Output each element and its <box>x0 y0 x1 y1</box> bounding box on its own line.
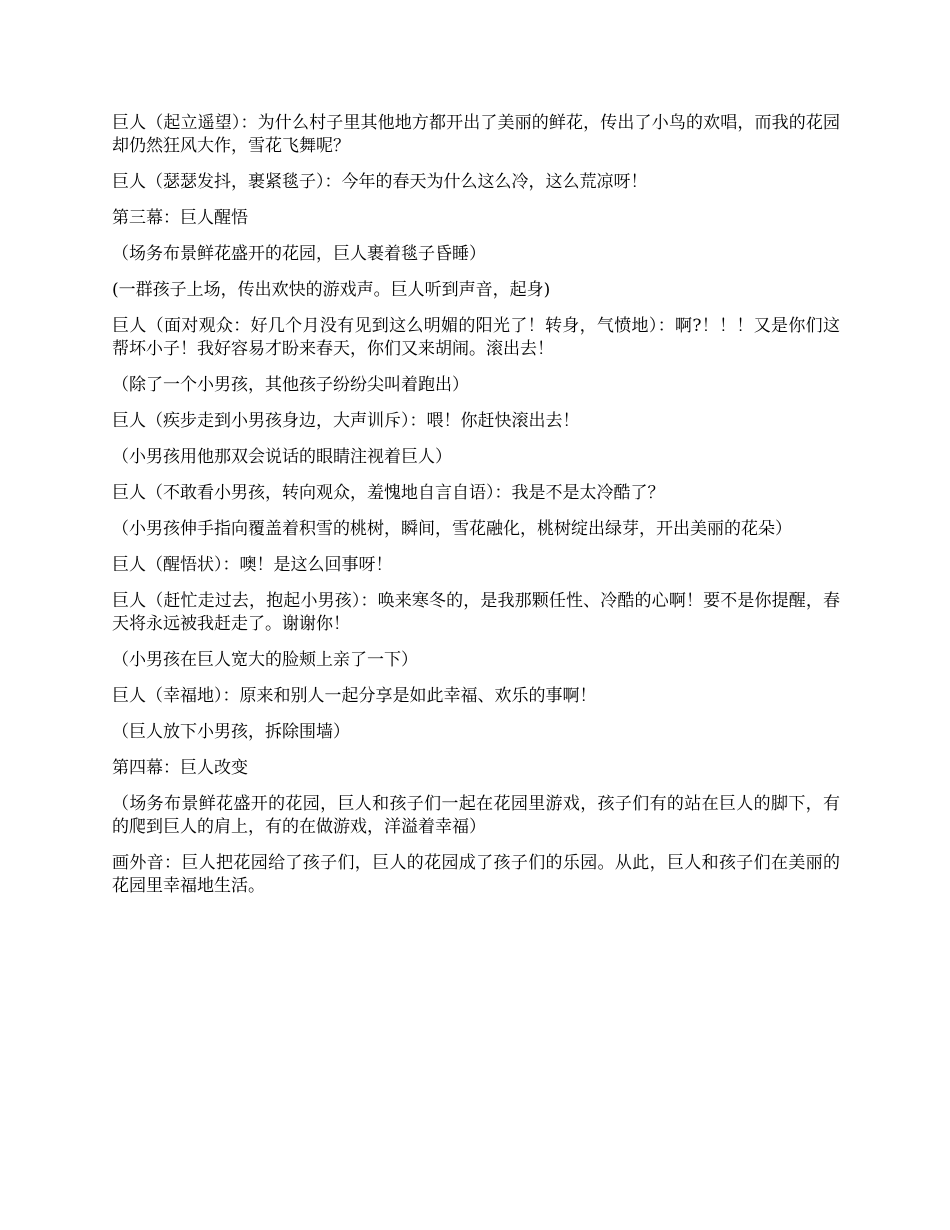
paragraph-13: 巨人（赶忙走过去，抱起小男孩）：唤来寒冬的，是我那颗任性、冷酷的心啊！要不是你提醒，春天将永远被我赶走了。谢谢你！ <box>112 591 840 634</box>
paragraph-6: 巨人（面对观众：好几个月没有见到这么明媚的阳光了！转身，气愤地）：啊?！！！又是你们这帮坏小子！我好容易才盼来春天，你们又来胡闹。滚出去！ <box>112 316 840 359</box>
act-heading-3: 第三幕：巨人醒悟 <box>112 208 248 228</box>
paragraph-7: （除了一个小男孩，其他孩子纷纷尖叫着跑出） <box>112 375 469 395</box>
act-heading-4: 第四幕：巨人改变 <box>112 758 248 778</box>
paragraph-16: （巨人放下小男孩，拆除围墙） <box>112 722 350 742</box>
paragraph-1: 巨人（起立遥望）：为什么村子里其他地方都开出了美丽的鲜花，传出了小鸟的欢唱，而我的花园却仍然狂风大作，雪花飞舞呢？ <box>112 113 840 156</box>
paragraph-19: 画外音：巨人把花园给了孩子们，巨人的花园成了孩子们的乐园。从此，巨人和孩子们在美丽的花园里幸福地生活。 <box>112 853 840 896</box>
paragraph-10: 巨人（不敢看小男孩，转向观众，羞愧地自言自语）：我是不是太冷酷了？ <box>112 483 665 503</box>
paragraph-14: （小男孩在巨人宽大的脸颊上亲了一下） <box>112 650 418 670</box>
paragraph-4: （场务布景鲜花盛开的花园，巨人裹着毯子昏睡） <box>112 244 486 264</box>
paragraph-5: (一群孩子上场，传出欢快的游戏声。巨人听到声音，起身) <box>112 280 551 300</box>
paragraph-11: （小男孩伸手指向覆盖着积雪的桃树，瞬间，雪花融化，桃树绽出绿芽，开出美丽的花朵） <box>112 519 792 539</box>
paragraph-12: 巨人（醒悟状）：噢！是这么回事呀！ <box>112 555 393 575</box>
paragraph-8: 巨人（疾步走到小男孩身边，大声训斥）：喂！你赶快滚出去！ <box>112 411 580 431</box>
document-body <box>112 112 840 911</box>
paragraph-15: 巨人（幸福地）：原来和别人一起分享是如此幸福、欢乐的事啊！ <box>112 686 597 706</box>
paragraph-9: （小男孩用他那双会说话的眼睛注视着巨人） <box>112 447 452 467</box>
paragraph-18: （场务布景鲜花盛开的花园，巨人和孩子们一起在花园里游戏，孩子们有的站在巨人的脚下，有的爬到巨人的肩上，有的在做游戏，洋溢着幸福） <box>112 794 840 837</box>
paragraph-2: 巨人（瑟瑟发抖，裹紧毯子）：今年的春天为什么这么冷，这么荒凉呀！ <box>112 172 648 192</box>
